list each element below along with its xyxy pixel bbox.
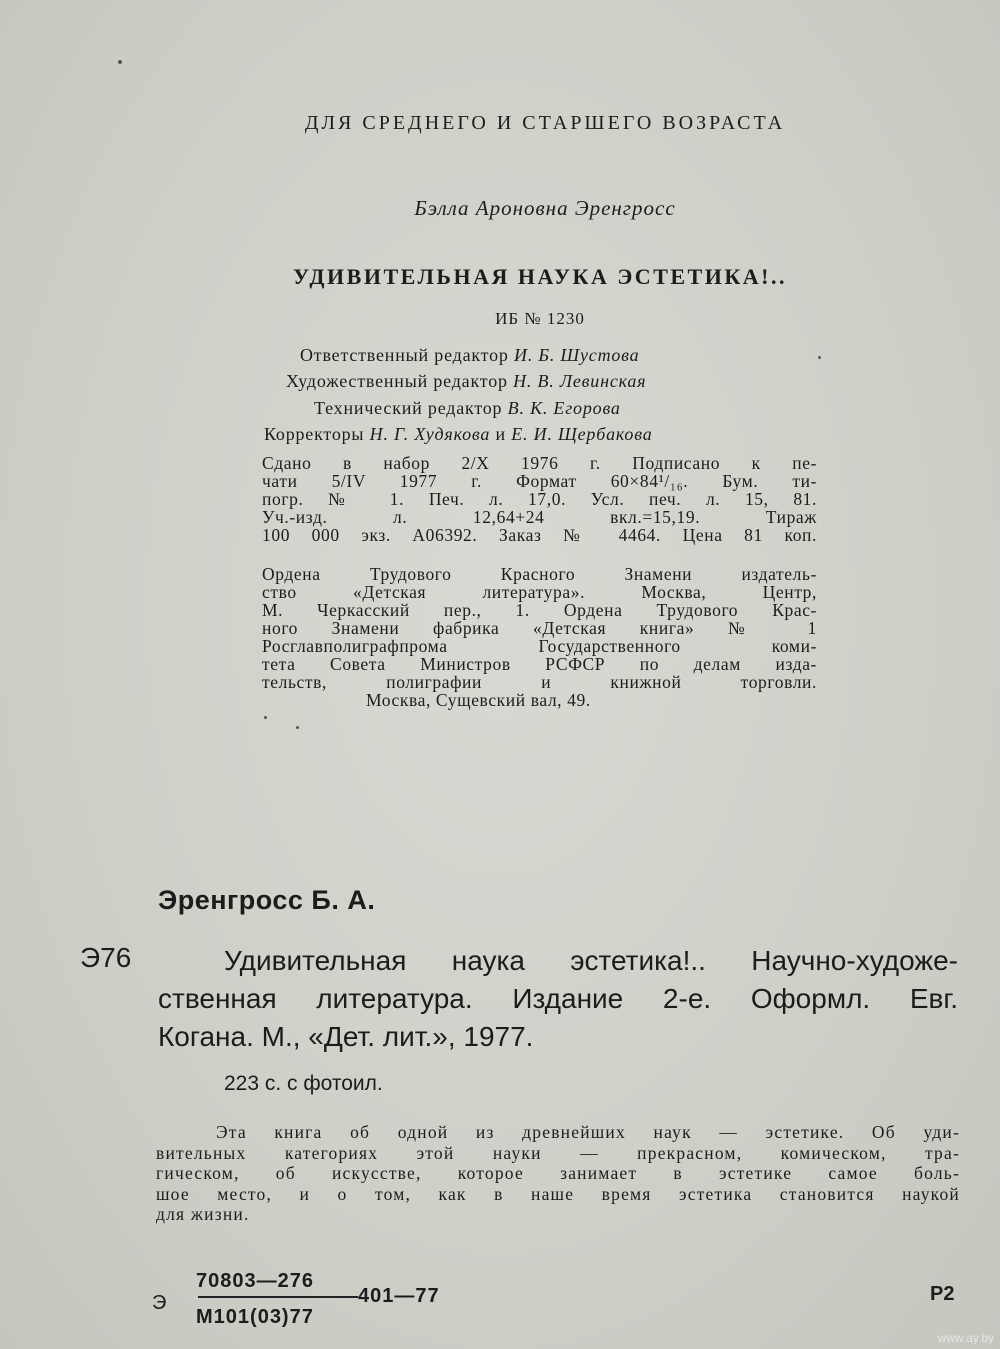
catalog-code: Э76 — [80, 942, 132, 973]
paper-speck — [264, 716, 267, 719]
credit-role: Технический редактор — [314, 398, 503, 418]
description-line: Когана. М., «Дет. лит.», 1977. — [158, 1021, 534, 1052]
publisher-line: Росглавполиграфпрома Государственного коми- — [262, 636, 817, 656]
description-line: ственная литература. Издание 2-е. Оформл. Евг. — [158, 983, 958, 1014]
credit-technical-editor — [314, 398, 621, 419]
page-count: 223 с. с фотоил. — [224, 1072, 383, 1095]
annotation-line: гическом, об искусстве, которое занимает в эстетике самое боль- — [156, 1163, 960, 1183]
annotation-line: Эта книга об одной из древнейших наук — эстетике. Об уди- — [216, 1122, 960, 1142]
credit-responsible-editor — [300, 345, 639, 366]
credit-name: В. К. Егорова — [507, 398, 621, 418]
annotation — [156, 1122, 960, 1225]
credit-name: Н. Г. Худякова — [369, 424, 491, 444]
credit-name-2: Е. И. Щербакова — [511, 424, 653, 444]
publisher-line: Ордена Трудового Красного Знамени издатель- — [262, 564, 817, 584]
paper-speck — [818, 356, 821, 359]
book-title: УДИВИТЕЛЬНАЯ НАУКА ЭСТЕТИКА!.. — [293, 264, 787, 289]
credit-proofreaders — [264, 424, 653, 445]
credit-role: Ответственный редактор — [300, 345, 509, 365]
publisher-line: ство «Детская литература». Москва, Центр, — [262, 582, 817, 602]
credit-art-editor — [286, 371, 646, 392]
index-fraction-line — [198, 1296, 358, 1298]
watermark: www.ay.by — [937, 1331, 994, 1345]
credit-name: И. Б. Шустова — [514, 345, 640, 365]
production-line: погр. № 1. Печ. л. 17,0. Усл. печ. л. 15, 81. — [262, 489, 817, 509]
production-line: 100 000 экз. А06392. Заказ № 4464. Цена 81 коп. — [262, 525, 817, 545]
publisher-line: тета Совета Министров РСФСР по делам изда- — [262, 654, 817, 674]
credit-role: Корректоры — [264, 424, 365, 444]
index-numerator: 70803—276 — [196, 1270, 314, 1292]
annotation-line: шое место, и о том, как в наше время эстетика становится наукой — [156, 1183, 960, 1204]
publisher-line: Москва, Сущевский вал, 49. — [366, 690, 591, 710]
publisher-line: ного Знамени фабрика «Детская книга» № 1 — [262, 618, 817, 638]
annotation-line: для жизни. — [156, 1204, 250, 1224]
catalog-author: Эренгросс Б. А. — [158, 885, 376, 915]
credit-name: Н. В. Левинская — [513, 371, 647, 391]
publisher-line: М. Черкасский пер., 1. Ордена Трудового Крас- — [262, 600, 817, 620]
index-letter: Э — [152, 1292, 167, 1314]
ib-number: ИБ № 1230 — [495, 309, 585, 328]
catalog-description — [158, 942, 958, 1056]
production-line: чати 5/IV 1977 г. Формат 60×84¹/₁₆. Бум. ти- — [262, 471, 817, 491]
production-details — [262, 454, 817, 544]
paper-speck — [296, 726, 299, 729]
author-full-name: Бэлла Ароновна Эренгросс — [414, 196, 676, 220]
credit-connector: и — [490, 424, 512, 444]
index-classification: Р2 — [930, 1283, 955, 1305]
index-denominator: М101(03)77 — [196, 1306, 314, 1328]
credit-role: Художественный редактор — [286, 371, 508, 391]
publisher-details — [262, 565, 817, 709]
publisher-line: тельств, полиграфии и книжной торговли. — [262, 672, 817, 692]
production-line: Уч.-изд. л. 12,64+24 вкл.=15,19. Тираж — [262, 507, 817, 527]
paper-speck — [118, 60, 122, 64]
index-suffix: 401—77 — [358, 1285, 440, 1307]
annotation-line: вительных категориях этой науки — прекрасном, комическом, тра- — [156, 1142, 960, 1163]
audience-line: ДЛЯ СРЕДНЕГО И СТАРШЕГО ВОЗРАСТА — [304, 112, 786, 134]
production-line: Сдано в набор 2/X 1976 г. Подписано к пе- — [262, 453, 817, 473]
description-line: Удивительная наука эстетика!.. Научно-художе- — [224, 945, 958, 976]
